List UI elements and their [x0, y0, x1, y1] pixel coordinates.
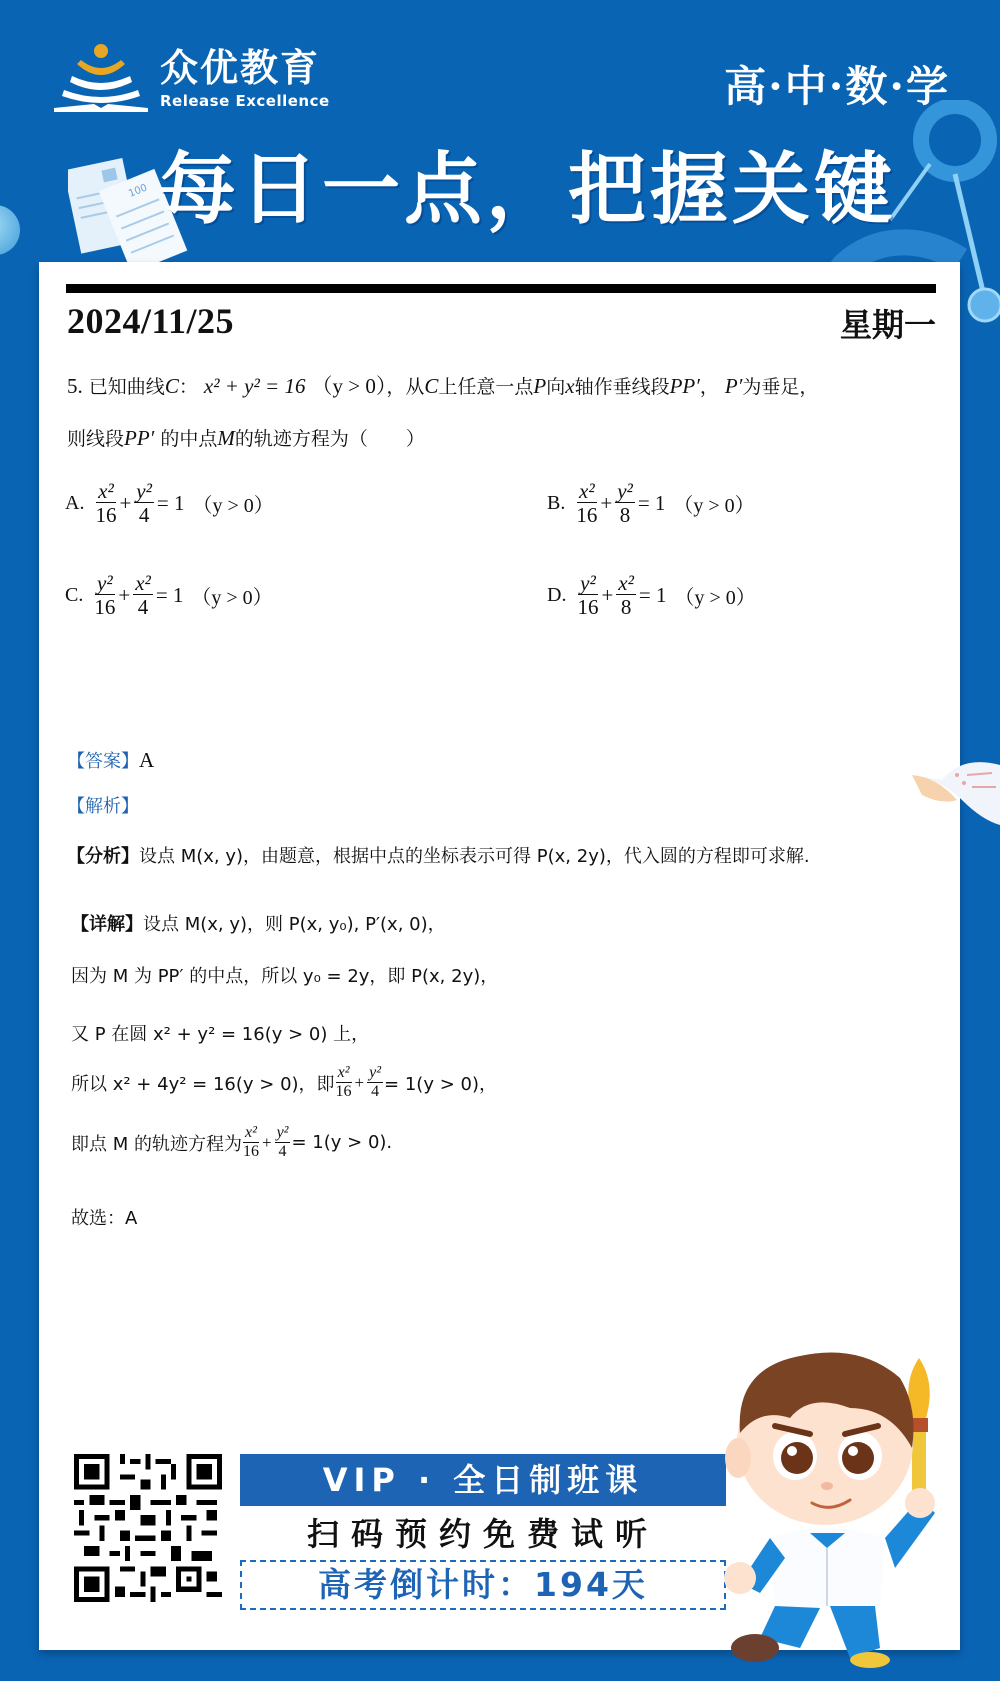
weekday-label: 星期一: [839, 306, 936, 344]
option-a[interactable]: A. $\frac{\text{x²}}{16}$ + $\frac{\text{y²}}{4}$ = 1 （y > 0）: [65, 479, 274, 527]
question-line-2: 则线段PP′ 的中点M的轨迹方程为（ ）: [67, 426, 425, 450]
date-label: 2024/11/25: [67, 301, 235, 341]
decorative-bubble: [0, 205, 20, 255]
svg-text:100: 100: [127, 182, 149, 200]
qr-code-icon[interactable]: [74, 1454, 222, 1602]
divider-bar: [66, 284, 936, 293]
vip-course-banner: VIP · 全日制班课: [240, 1454, 726, 1506]
detail-step-2: 因为 M 为 PP′ 的中点，所以 y₀ = 2y，即 P(x, 2y)，: [71, 966, 499, 987]
option-b[interactable]: B. $\frac{\text{x²}}{16}$ + $\frac{\text{y²}}{8}$ = 1 （y > 0）: [547, 479, 755, 527]
analysis-heading: 【解析】: [67, 796, 139, 817]
mascot-boy-icon: [700, 1338, 950, 1668]
answer-line: [67, 747, 154, 773]
question-line-1: 5. 已知曲线C： x² + y² = 16 （y > 0），从C上任意一点P向x轴作垂线段PP′， P′为垂足，: [67, 374, 819, 398]
detail-step-5: 即点 M 的轨迹方程为 $\frac{\text{x²}}{16}$ + $\frac{\text{y²}}{4}$ = 1(y > 0).: [71, 1124, 393, 1160]
analysis-summary: 【分析】设点 M(x, y)，由题意，根据中点的坐标表示可得 P(x, 2y)，代入圆的方程即可求解.: [67, 846, 810, 867]
detail-step-4: 所以 x² + 4y² = 16(y > 0)，即 $\frac{\text{x²}}{16}$ + $\frac{\text{y²}}{4}$ = 1(y > 0)，: [71, 1064, 497, 1100]
answer-tag: 【答案】: [67, 751, 139, 772]
detail-step-3: 又 P 在圆 x² + y² = 16(y > 0) 上，: [71, 1024, 370, 1045]
logo-icon: [54, 42, 148, 114]
scan-to-book-label: 扫码预约免费试听: [306, 1515, 659, 1553]
option-d[interactable]: D. $\frac{\text{y²}}{16}$ + $\frac{\text{x²}}{8}$ = 1 （y > 0）: [547, 571, 756, 619]
answer-value: A: [139, 748, 155, 772]
circle-equation: x² + y² = 16: [203, 374, 306, 398]
paper-curl-icon: [912, 755, 1000, 830]
detail-step-1: 【详解】设点 M(x, y)，则 P(x, y₀), P′(x, 0)，: [71, 914, 446, 935]
brand-logo: [54, 42, 330, 114]
brand-name: 众优教育: [160, 46, 321, 90]
exam-countdown: 高考倒计时：194天: [240, 1560, 726, 1610]
option-c[interactable]: C. $\frac{\text{y²}}{16}$ + $\frac{\text{x²}}{4}$ = 1 （y > 0）: [65, 571, 273, 619]
subject-title: 高·中·数·学: [724, 62, 950, 111]
brand-slogan: Release Excellence: [160, 92, 330, 110]
conclusion: 故选：A: [71, 1208, 138, 1229]
headline: 每日一点，把握关键: [158, 145, 897, 235]
